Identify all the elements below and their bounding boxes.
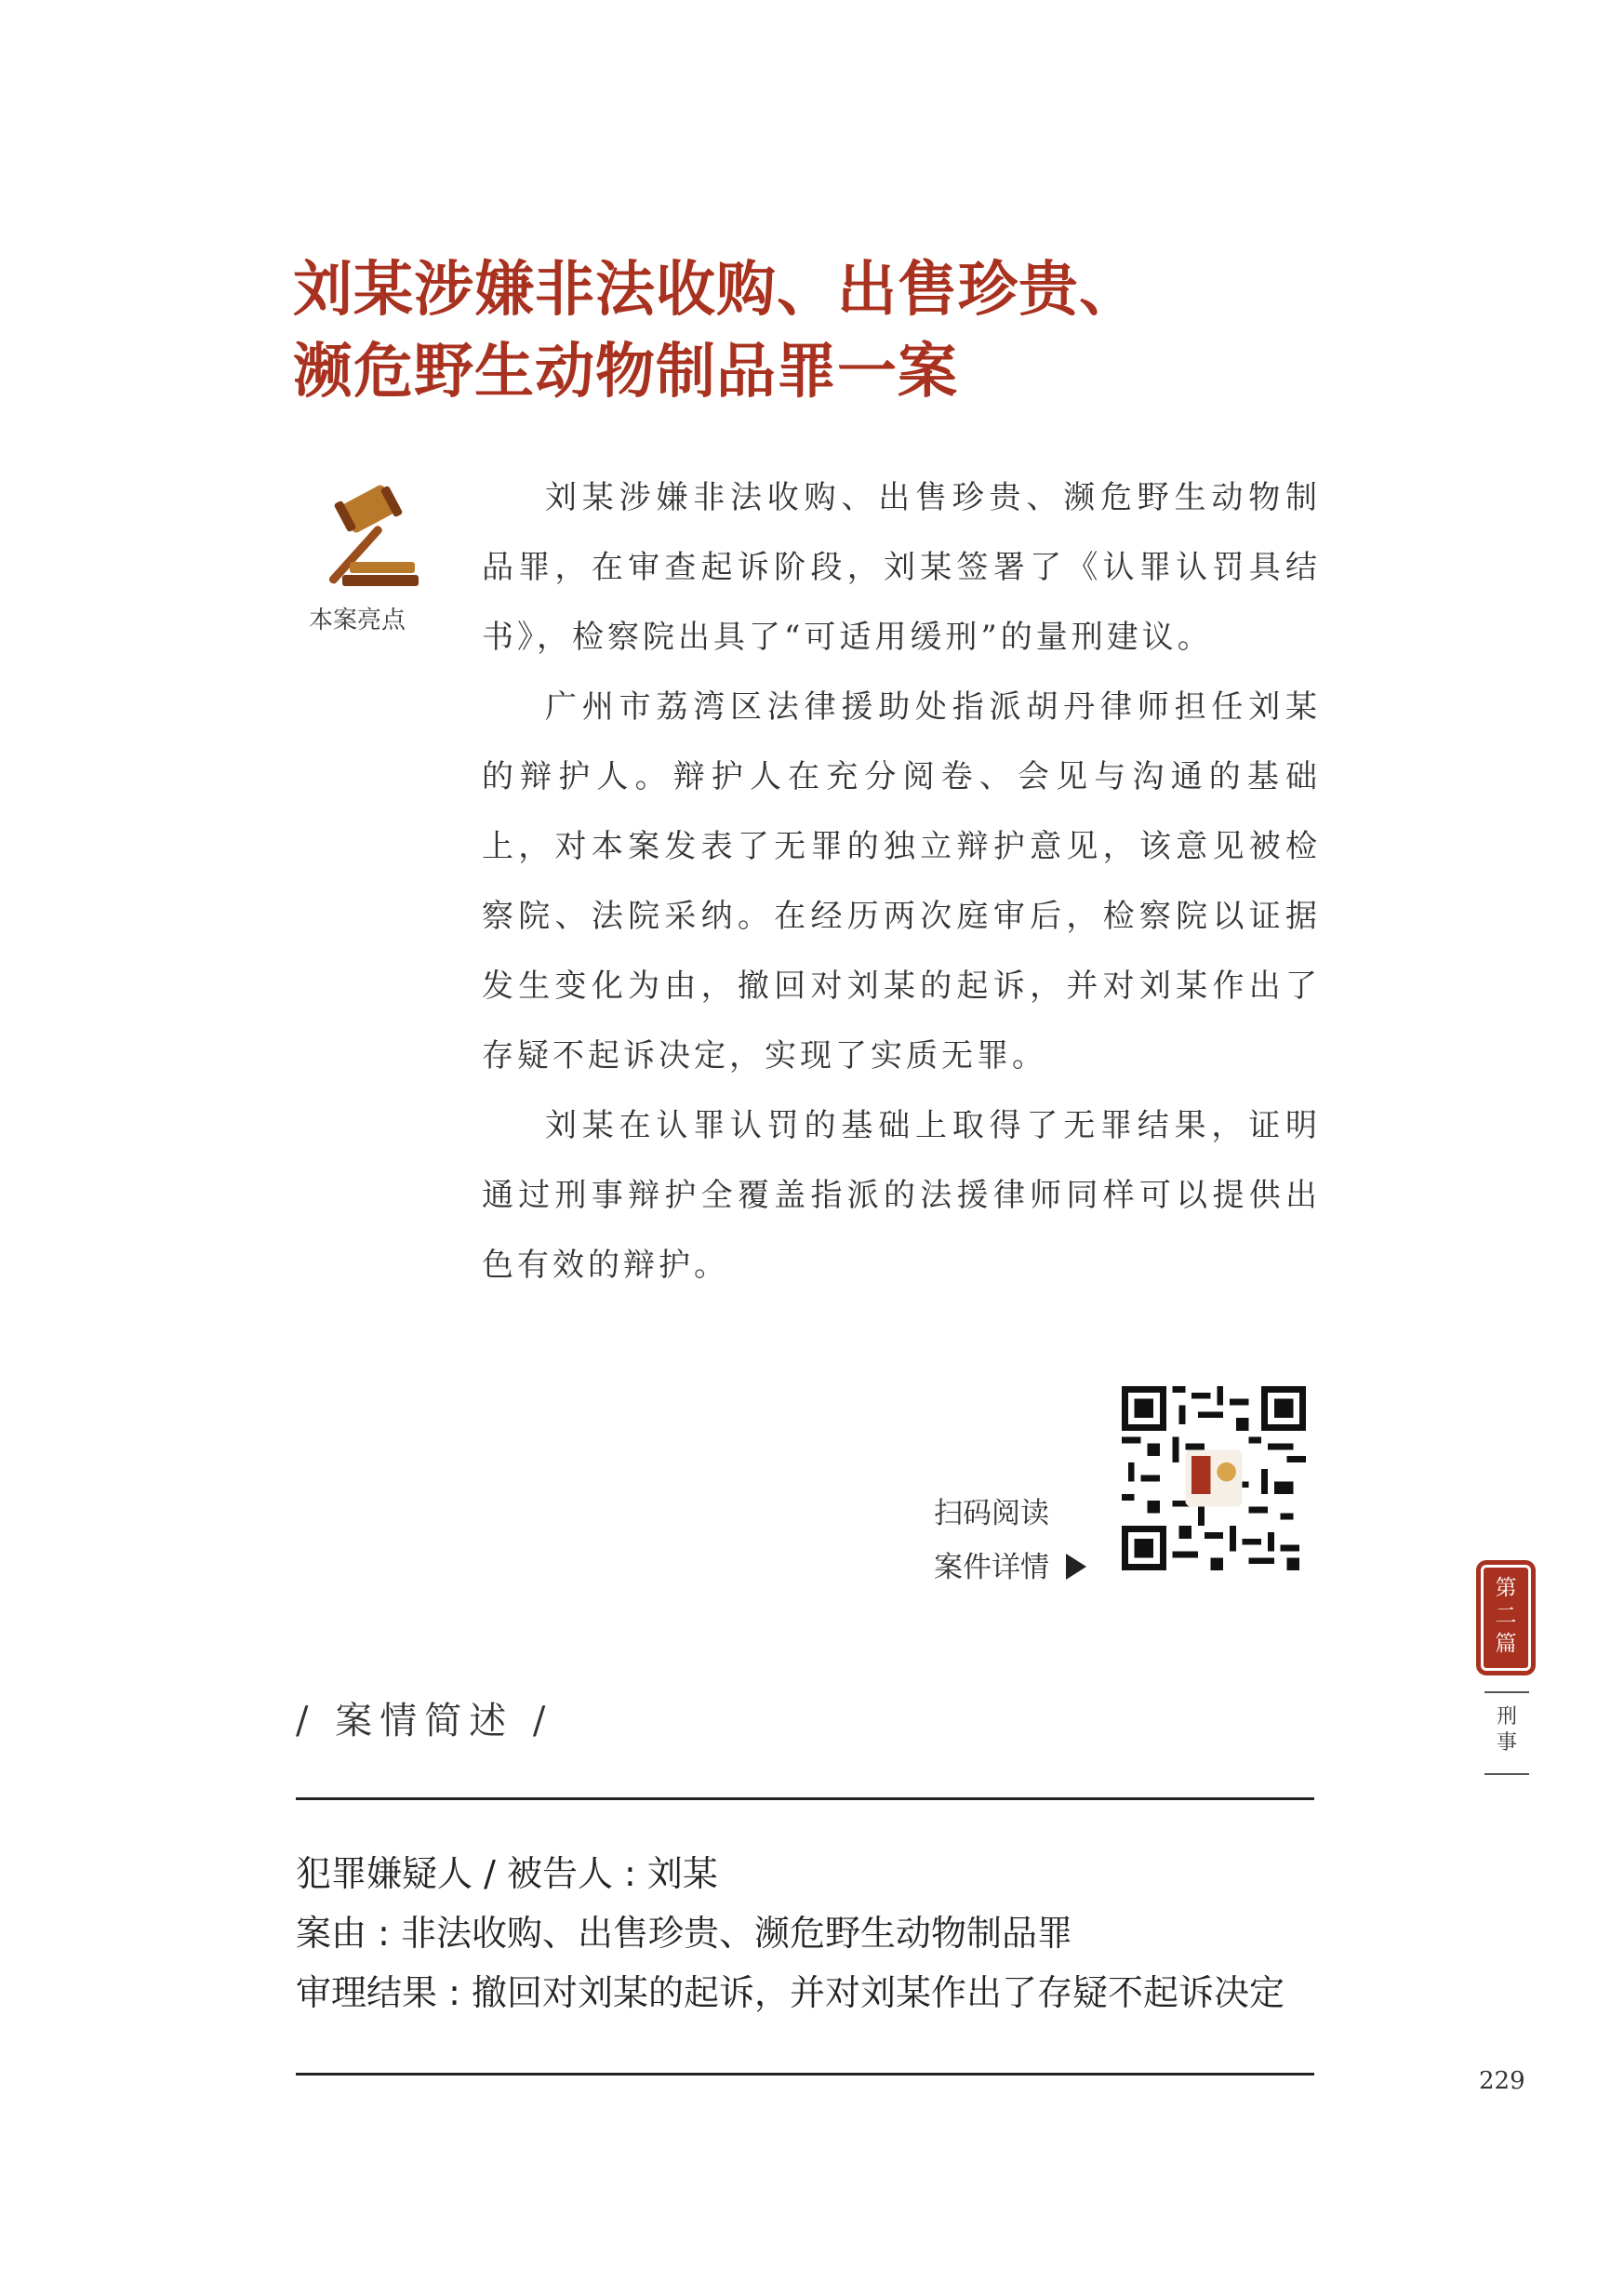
category-label [1484,1704,1529,1756]
part-tab-char: 篇 [1495,1632,1517,1656]
highlight-summary [482,463,1321,1301]
side-divider [1484,1773,1529,1775]
title-line-2: 濒危野生动物制品罪一案 [293,338,958,407]
play-arrow-icon [1066,1554,1086,1580]
page-title [293,249,1409,413]
highlight-paragraph: 刘某在认罪认罚的基础上取得了无罪结果，证明通过刑事辩护全覆盖指派的法援律师同样可以提供出色有效的辩护。 [482,1107,1321,1284]
highlight-paragraph: 广州市荔湾区法律援助处指派胡丹律师担任刘某的辩护人。辩护人在充分阅卷、会见与沟通的基础上，对本案发表了无罪的独立辩护意见，该意见被检察院、法院采纳。在经历两次庭审后，检察院以证据发生变化为由，撤回对刘某的起诉，并对刘某作出了存疑不起诉决定，实现了实质无罪。 [482,688,1321,1075]
case-cause: 案由 : 非法收购、出售珍贵、濒危野生动物制品罪 [296,1913,1072,1954]
part-tab [1481,1565,1531,1671]
highlight-label: 本案亮点 [308,607,406,634]
gavel-icon [296,484,419,595]
qr-caption-line-1: 扫码阅读 [934,1497,1049,1530]
divider [296,1797,1314,1800]
title-line-1: 刘某涉嫌非法收购、出售珍贵、 [293,256,1139,325]
highlight-paragraph: 刘某涉嫌非法收购、出售珍贵、濒危野生动物制品罪，在审查起诉阶段，刘某签署了《认罪认罚具结书》，检察院出具了“可适用缓刑”的量刑建议。 [482,479,1321,656]
case-info [296,1844,1319,2022]
part-tab-char: 第 [1495,1576,1517,1600]
qr-caption [934,1487,1086,1595]
page-number: 229 [1479,2067,1525,2095]
part-tab-char: 二 [1495,1604,1517,1628]
category-char: 事 [1496,1731,1517,1755]
case-defendant: 犯罪嫌疑人 / 被告人 : 刘某 [296,1853,718,1894]
qr-code-icon[interactable] [1122,1386,1306,1570]
divider [296,2073,1314,2076]
side-divider [1484,1691,1529,1693]
category-char: 刑 [1496,1705,1517,1729]
case-result: 审理结果 : 撤回对刘某的起诉，并对刘某作出了存疑不起诉决定 [296,1972,1285,2013]
qr-caption-line-2: 案件详情 [934,1551,1049,1584]
section-heading: / 案情简述 / [296,1700,553,1742]
